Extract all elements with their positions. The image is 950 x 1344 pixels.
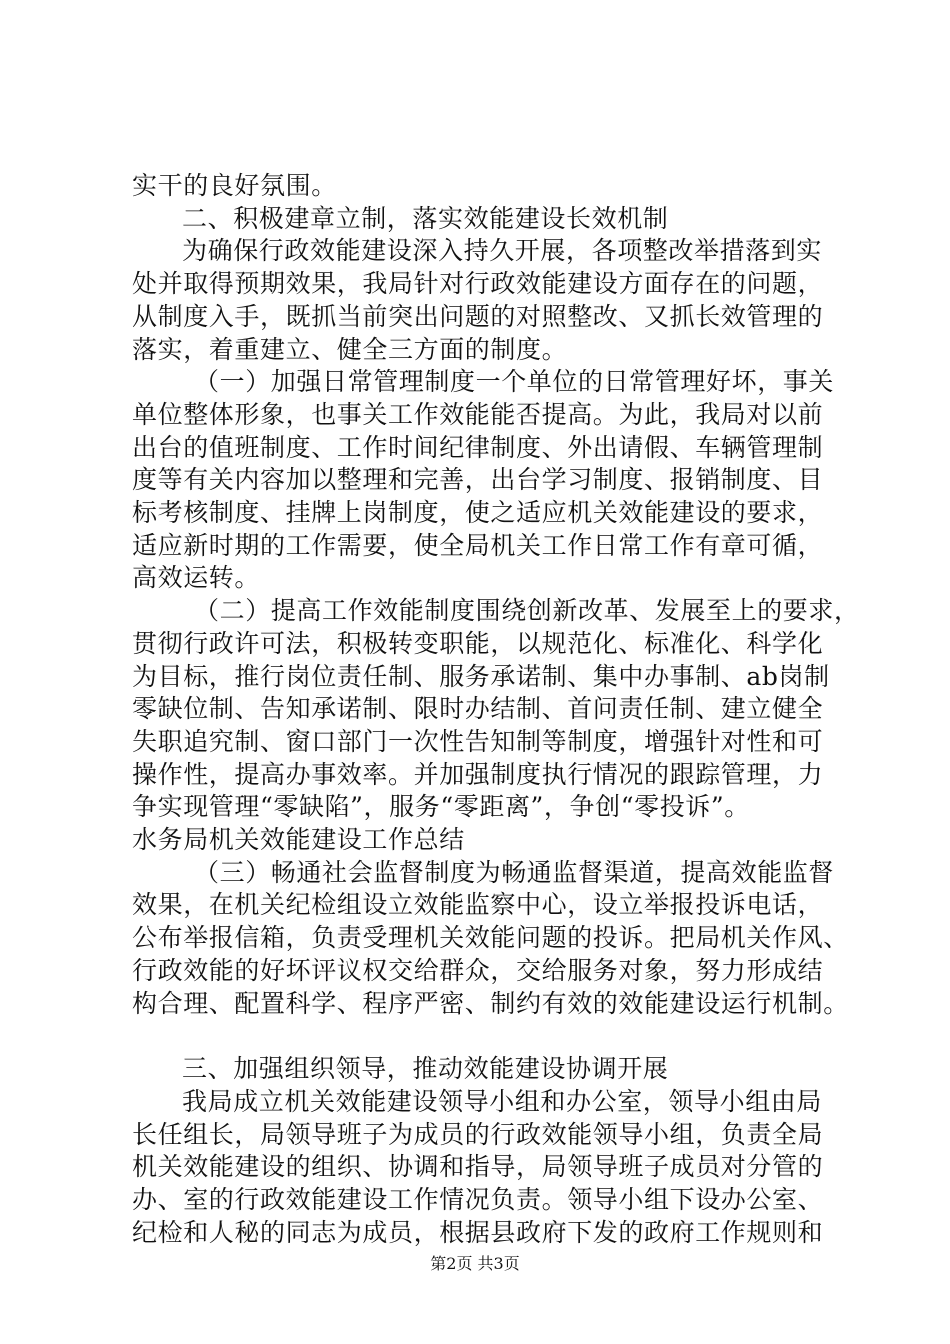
text-line: 水务局机关效能建设工作总结 — [132, 825, 465, 855]
paragraph — [132, 366, 835, 595]
text-line: 效果，在机关纪检组设立效能监察中心，设立举报投诉电话， — [132, 890, 824, 920]
text-line: 机关效能建设的组织、协调和指导，局领导班子成员对分管的 — [132, 1152, 824, 1182]
page-footer: 第2页 共3页 — [430, 1254, 520, 1273]
text-line: 失职追究制、窗口部门一次性告知制等制度，增强针对性和可 — [132, 726, 824, 756]
text-line: 单位整体形象，也事关工作效能能否提高。为此，我局对以前 — [132, 399, 824, 429]
text-line: 纪检和人秘的同志为成员，根据县政府下发的政府工作规则和 — [132, 1217, 824, 1247]
paragraph — [132, 170, 832, 203]
text-line: 处并取得预期效果，我局针对行政效能建设方面存在的问题， — [132, 269, 824, 299]
text-line: 操作性，提高办事效率。并加强制度执行情况的跟踪管理，力 — [132, 759, 824, 789]
text-line: 长任组长，局领导班子为成员的行政效能领导小组，负责全局 — [132, 1119, 824, 1149]
text-line: 高效运转。 — [132, 563, 261, 593]
text-line: 三、加强组织领导，推动效能建设协调开展 — [182, 1054, 669, 1084]
text-line: 落实，着重建立、健全三方面的制度。 — [132, 334, 568, 364]
text-line: （三）畅通社会监督制度为畅通监督渠道，提高效能监督 — [194, 857, 835, 887]
paragraph — [132, 824, 832, 857]
text-line: 贯彻行政许可法，积极转变职能，以规范化、标准化、科学化 — [132, 628, 824, 658]
paragraph — [132, 235, 832, 366]
text-line: 适应新时期的工作需要，使全局机关工作日常工作有章可循， — [132, 530, 824, 560]
text-line: 标考核制度、挂牌上岗制度，使之适应机关效能建设的要求， — [132, 498, 824, 528]
text-line: （二）提高工作效能制度围绕创新改革、发展至上的要求， — [194, 596, 860, 626]
text-line: 出台的值班制度、工作时间纪律制度、外出请假、车辆管理制 — [132, 432, 824, 462]
paragraph-gap — [132, 1020, 832, 1053]
text-line: 为确保行政效能建设深入持久开展，各项整改举措落到实 — [182, 236, 823, 266]
text-line: 实干的良好氛围。 — [132, 171, 337, 200]
text-line: 二、积极建章立制，落实效能建设长效机制 — [182, 203, 669, 233]
text-line: 我局成立机关效能建设领导小组和办公室，领导小组由局 — [182, 1086, 823, 1116]
text-line: 行政效能的好坏评议权交给群众，交给服务对象，努力形成结 — [132, 955, 824, 985]
text-line: 公布举报信箱，负责受理机关效能问题的投诉。把局机关作风、 — [132, 923, 849, 953]
text-line: （一）加强日常管理制度一个单位的日常管理好坏，事关 — [194, 367, 835, 397]
paragraph — [132, 203, 832, 236]
text-line: 零缺位制、告知承诺制、限时办结制、首问责任制、建立健全 — [132, 694, 824, 724]
text-line: 构合理、配置科学、程序严密、制约有效的效能建设运行机制。 — [132, 988, 849, 1018]
document-body — [132, 170, 860, 1250]
paragraph — [132, 1086, 832, 1250]
text-line: 争实现管理“零缺陷”，服务“零距离”，争创“零投诉”。 — [132, 792, 750, 822]
text-line: 从制度入手，既抓当前突出问题的对照整改、又抓长效管理的 — [132, 301, 824, 331]
paragraph — [132, 1053, 832, 1086]
paragraph — [132, 857, 849, 1021]
text-line: 办、室的行政效能建设工作情况负责。领导小组下设办公室、 — [132, 1185, 824, 1215]
text-line: 度等有关内容加以整理和完善，出台学习制度、报销制度、目 — [132, 465, 824, 495]
paragraph — [132, 595, 860, 824]
text-line: 为目标，推行岗位责任制、服务承诺制、集中办事制、ab岗制 — [132, 661, 830, 691]
